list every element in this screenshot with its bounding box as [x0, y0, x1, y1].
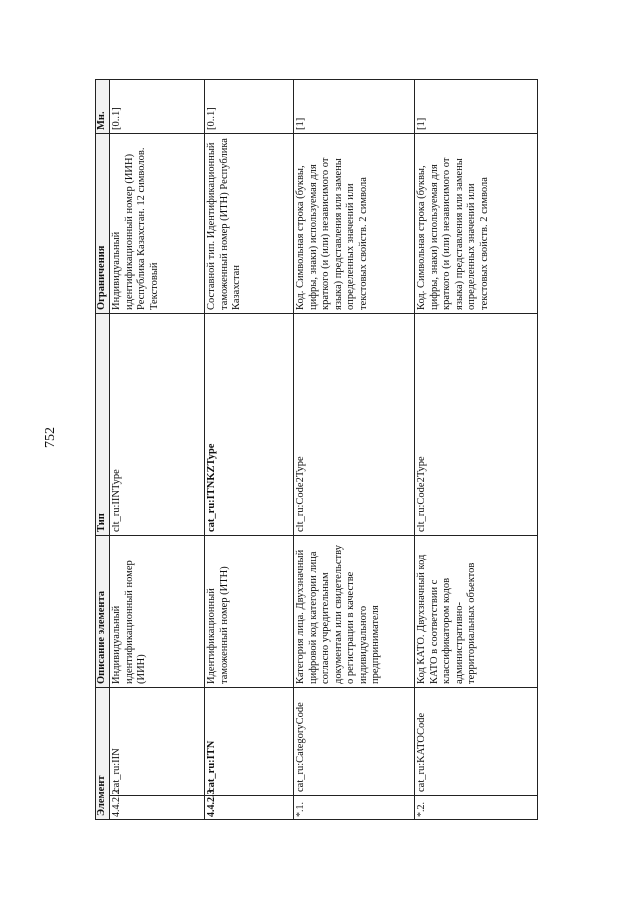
header-restrictions: Ограничения — [96, 134, 110, 314]
row-type: clt_ru:Code2Type — [415, 314, 538, 536]
table-header-row — [96, 80, 110, 820]
table-row — [205, 80, 294, 820]
row-number: *.2. — [415, 796, 538, 820]
row-number: 4.4.2.3 — [205, 796, 294, 820]
row-type: cat_ru:ITNKZType — [205, 314, 294, 536]
row-multiplicity: [1] — [415, 80, 538, 134]
page-number: 752 — [43, 427, 58, 448]
row-type: clt_ru:Code2Type — [294, 314, 415, 536]
row-multiplicity: [1] — [294, 80, 415, 134]
table-row — [415, 80, 538, 820]
row-number: 4.4.2.2 — [110, 796, 205, 820]
row-description: Категория лица. Двухзначный цифровой код категории лица согласно учредительным документам или свидетельству о регистрации в качестве индивидуального предпринимателя — [294, 536, 415, 688]
header-multiplicity: Мн. — [96, 80, 110, 134]
row-restrictions: Индивидуальный идентификационный номер (ИИН) Республика Казахстан. 12 символов. Текстовый — [110, 134, 205, 314]
row-element: cat_ru:IIN — [110, 688, 205, 796]
row-multiplicity: [0..1] — [205, 80, 294, 134]
row-multiplicity: [0..1] — [110, 80, 205, 134]
row-description: Код КАТО. Двухзначный код КАТО в соответствии с классификатором кодов административно-территориальных объектов — [415, 536, 538, 688]
header-type: Тип — [96, 314, 110, 536]
rotated-table-container — [95, 80, 610, 820]
row-type: clt_ru:IINType — [110, 314, 205, 536]
row-element: cat_ru:ITN — [205, 688, 294, 796]
table-row — [294, 80, 415, 820]
header-element: Элемент — [96, 688, 110, 820]
element-spec-table — [95, 79, 538, 820]
row-element: cat_ru:KATOCode — [415, 688, 538, 796]
header-description: Описание элемента — [96, 536, 110, 688]
row-description: Индивидуальный идентификационный номер (ИИН) — [110, 536, 205, 688]
row-description: Идентификационный таможенный номер (ИТН) — [205, 536, 294, 688]
row-restrictions: Код. Символьная строка (буквы, цифры, знаки) используемая для краткого (и (или) независимого от языка) представления или замены определенных значений или текстовых свойств. 2 символа — [415, 134, 538, 314]
row-element: cat_ru:CategoryCode — [294, 688, 415, 796]
row-number: *.1. — [294, 796, 415, 820]
row-restrictions: Код. Символьная строка (буквы, цифры, знаки) используемая для краткого (и (или) независимого от языка) представления или замены определенных значений или текстовых свойств. 2 символа — [294, 134, 415, 314]
row-restrictions: Составной тип. Идентификационный таможенный номер (ИТН) Республика Казахстан — [205, 134, 294, 314]
table-row — [110, 80, 205, 820]
